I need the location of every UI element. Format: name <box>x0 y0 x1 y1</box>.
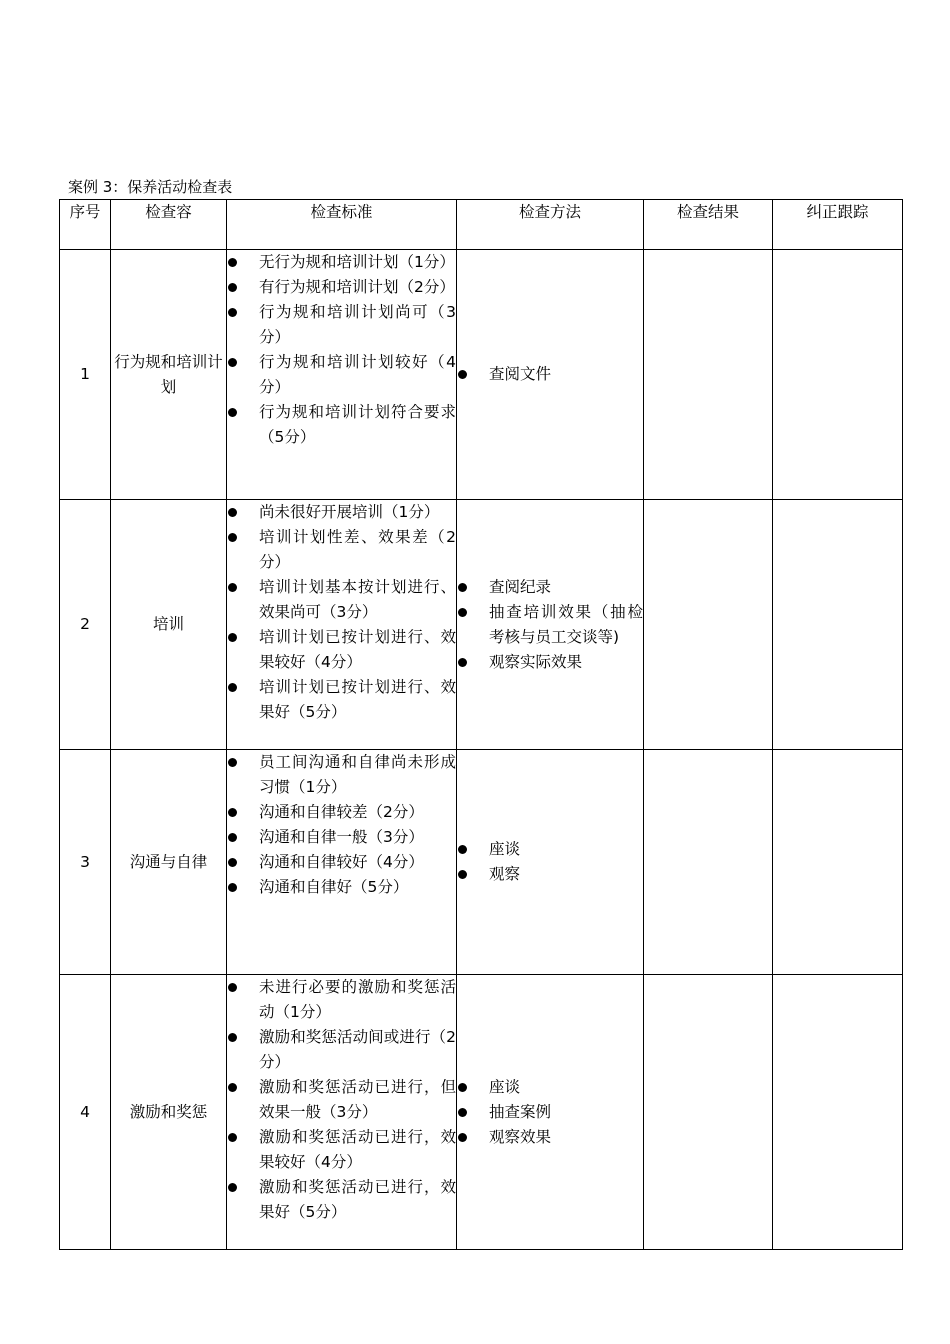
criteria-text: 培训计划已按计划进行、效果好（5分） <box>259 678 456 721</box>
criteria-item <box>227 525 456 575</box>
criteria-item <box>227 750 456 800</box>
method-list <box>457 362 643 387</box>
criteria-text: 行为规和培训计划较好（4分） <box>259 353 456 396</box>
criteria-item <box>227 975 456 1025</box>
method-list <box>457 837 643 887</box>
bullet-icon <box>458 845 467 854</box>
method-cell <box>457 750 644 975</box>
inspection-item: 行为规和培训计划 <box>111 250 227 500</box>
criteria-item <box>227 1175 456 1225</box>
inspection-item: 培训 <box>111 500 227 750</box>
criteria-text: 激励和奖惩活动已进行，效果较好（4分） <box>259 1128 456 1171</box>
bullet-icon <box>228 1033 237 1042</box>
criteria-item <box>227 1075 456 1125</box>
criteria-item <box>227 350 456 400</box>
bullet-icon <box>228 583 237 592</box>
row-number: 4 <box>60 975 111 1250</box>
criteria-text: 激励和奖惩活动已进行，但效果一般（3分） <box>259 1078 456 1121</box>
method-text: 观察效果 <box>489 1127 552 1146</box>
table-row <box>60 500 903 750</box>
bullet-icon <box>228 758 237 767</box>
criteria-item <box>227 400 456 450</box>
result-cell <box>644 500 773 750</box>
bullet-icon <box>228 683 237 692</box>
bullet-icon <box>228 808 237 817</box>
criteria-cell <box>227 975 457 1250</box>
tracking-cell <box>773 750 903 975</box>
method-cell <box>457 500 644 750</box>
inspection-item: 沟通与自律 <box>111 750 227 975</box>
result-cell <box>644 750 773 975</box>
criteria-item <box>227 825 456 850</box>
result-cell <box>644 975 773 1250</box>
bullet-icon <box>228 1183 237 1192</box>
criteria-text: 培训计划基本按计划进行、效果尚可（3分） <box>259 578 456 621</box>
inspection-item: 激励和奖惩 <box>111 975 227 1250</box>
criteria-text: 激励和奖惩活动已进行，效果好（5分） <box>259 1178 456 1221</box>
tracking-cell <box>773 500 903 750</box>
bullet-icon <box>458 370 467 379</box>
criteria-text: 无行为规和培训计划（1分） <box>259 253 455 271</box>
criteria-item <box>227 575 456 625</box>
criteria-text: 沟通和自律较差（2分） <box>259 803 424 821</box>
bullet-icon <box>228 283 237 292</box>
criteria-text: 培训计划性差、效果差（2分） <box>259 528 456 571</box>
result-cell <box>644 250 773 500</box>
criteria-list <box>227 750 456 900</box>
method-item <box>457 575 643 600</box>
bullet-icon <box>228 983 237 992</box>
method-item <box>457 650 643 675</box>
method-cell <box>457 975 644 1250</box>
bullet-icon <box>228 833 237 842</box>
criteria-list <box>227 975 456 1225</box>
header-result: 检查结果 <box>644 200 773 250</box>
bullet-icon <box>458 870 467 879</box>
bullet-icon <box>458 1133 467 1142</box>
criteria-text: 激励和奖惩活动间或进行（2分） <box>259 1028 456 1071</box>
criteria-text: 行为规和培训计划尚可（3分） <box>259 303 456 346</box>
method-item <box>457 1075 643 1100</box>
method-text: 观察实际效果 <box>489 652 583 671</box>
method-item <box>457 837 643 862</box>
tracking-cell <box>773 975 903 1250</box>
bullet-icon <box>228 258 237 267</box>
bullet-icon <box>458 583 467 592</box>
inspection-table <box>59 199 903 1250</box>
criteria-text: 有行为规和培训计划（2分） <box>259 278 455 296</box>
criteria-cell <box>227 500 457 750</box>
criteria-item <box>227 300 456 350</box>
bullet-icon <box>458 1083 467 1092</box>
method-cell <box>457 250 644 500</box>
method-item <box>457 1100 643 1125</box>
criteria-item <box>227 1125 456 1175</box>
criteria-item <box>227 800 456 825</box>
bullet-icon <box>228 633 237 642</box>
criteria-text: 培训计划已按计划进行、效果较好（4分） <box>259 628 456 671</box>
bullet-icon <box>458 608 467 617</box>
bullet-icon <box>228 508 237 517</box>
criteria-list <box>227 500 456 725</box>
method-item <box>457 862 643 887</box>
table-caption: 案例 3：保养活动检查表 <box>68 178 233 196</box>
header-standard: 检查标准 <box>227 200 457 250</box>
criteria-item <box>227 875 456 900</box>
header-method: 检查方法 <box>457 200 644 250</box>
criteria-text: 行为规和培训计划符合要求（5分） <box>259 403 456 446</box>
header-row <box>60 200 903 250</box>
criteria-item <box>227 250 456 275</box>
bullet-icon <box>228 883 237 892</box>
criteria-list <box>227 250 456 450</box>
bullet-icon <box>228 1133 237 1142</box>
criteria-text: 尚未很好开展培训（1分） <box>259 503 440 521</box>
criteria-item <box>227 1025 456 1075</box>
criteria-item <box>227 625 456 675</box>
criteria-text: 沟通和自律一般（3分） <box>259 828 424 846</box>
header-item: 检查容 <box>111 200 227 250</box>
method-text: 抽查案例 <box>489 1102 552 1121</box>
row-number: 2 <box>60 500 111 750</box>
method-item <box>457 362 643 387</box>
header-tracking: 纠正跟踪 <box>773 200 903 250</box>
row-number: 3 <box>60 750 111 975</box>
method-item <box>457 600 643 650</box>
table-row <box>60 975 903 1250</box>
table-row <box>60 250 903 500</box>
criteria-item <box>227 850 456 875</box>
bullet-icon <box>228 1083 237 1092</box>
bullet-icon <box>228 358 237 367</box>
method-list <box>457 575 643 675</box>
bullet-icon <box>458 1108 467 1117</box>
method-item <box>457 1125 643 1150</box>
criteria-item <box>227 275 456 300</box>
criteria-text: 沟通和自律较好（4分） <box>259 853 424 871</box>
bullet-icon <box>228 408 237 417</box>
method-text: 观察 <box>489 865 521 883</box>
method-text: 查阅文件 <box>489 365 552 383</box>
criteria-text: 沟通和自律好（5分） <box>259 878 409 896</box>
criteria-text: 未进行必要的激励和奖惩活动（1分） <box>259 978 456 1021</box>
method-text: 抽查培训效果（抽检考核与员工交谈等) <box>489 602 643 646</box>
bullet-icon <box>228 308 237 317</box>
bullet-icon <box>228 858 237 867</box>
criteria-cell <box>227 250 457 500</box>
bullet-icon <box>228 533 237 542</box>
method-text: 座谈 <box>489 1077 521 1096</box>
tracking-cell <box>773 250 903 500</box>
bullet-icon <box>458 658 467 667</box>
criteria-item <box>227 500 456 525</box>
method-list <box>457 1075 643 1150</box>
criteria-text: 员工间沟通和自律尚未形成习惯（1分） <box>259 753 456 796</box>
method-text: 查阅纪录 <box>489 577 552 596</box>
row-number: 1 <box>60 250 111 500</box>
criteria-cell <box>227 750 457 975</box>
method-text: 座谈 <box>489 840 521 858</box>
table-row <box>60 750 903 975</box>
criteria-item <box>227 675 456 725</box>
header-seq: 序号 <box>60 200 111 250</box>
